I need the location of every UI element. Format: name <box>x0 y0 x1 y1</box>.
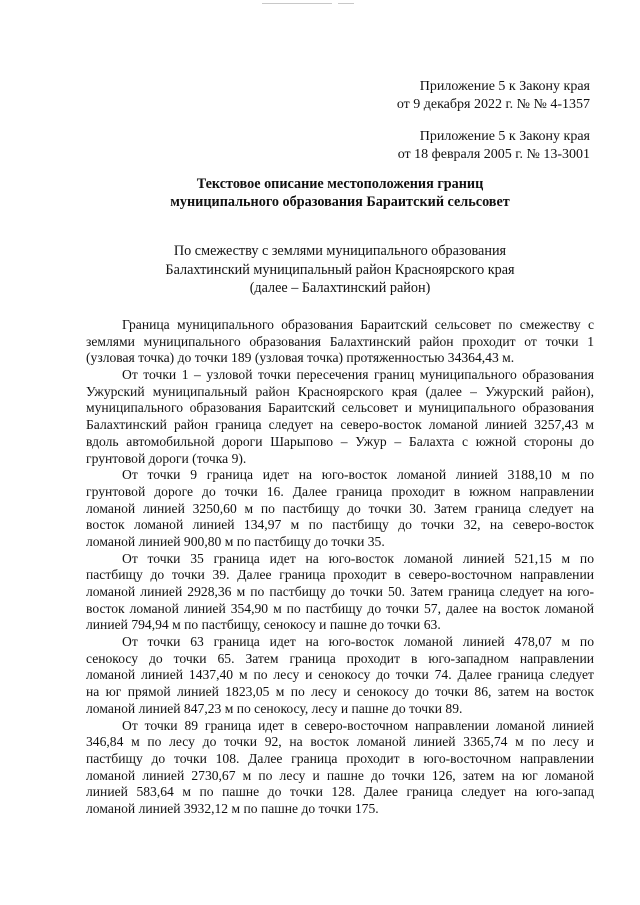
paragraph <box>86 367 594 467</box>
title-line: Текстовое описание местоположения границ <box>196 176 484 192</box>
text-line: грунтовой дороге до точки 16. Далее граница проходит в южном направлении <box>86 483 594 499</box>
appendix-line: от 9 декабря 2022 г. № № 4-1357 <box>396 97 590 112</box>
document-body <box>86 317 594 818</box>
appendix-line: от 18 февраля 2005 г. № 13-3001 <box>397 147 590 162</box>
text-line: От точки 9 граница идет на юго-восток ломаной линией 3188,10 м по <box>122 467 594 483</box>
scan-artifact-line <box>338 3 354 4</box>
text-line: От точки 63 граница идет на юго-восток ломаной линией 478,07 м по <box>122 634 594 650</box>
text-line: ломаной линией 1437,40 м по лесу и сенокосу до точки 74. Далее граница следует <box>86 667 594 683</box>
text-line: муниципального образования Бараитский сельсовет и муниципального образования <box>86 400 594 416</box>
text-line: Граница муниципального образования Бараитский сельсовет по смежеству с <box>122 317 594 332</box>
text-line: От точки 1 – узловой точки пересечения границ муниципального образования <box>122 367 594 383</box>
text-line: 346,84 м по лесу до точки 92, на восток ломаной линией 3365,74 м по лесу и <box>86 734 594 750</box>
paragraph <box>86 467 594 550</box>
text-line: От точки 35 граница идет на юго-восток ломаной линией 521,15 м по <box>122 550 594 566</box>
text-line: ломаной линией 900,80 м по пастбищу до точки 35. <box>86 533 385 549</box>
scan-artifact-line <box>262 3 332 4</box>
subtitle-line: Балахтинский муниципальный район Красноярского края <box>165 261 515 278</box>
appendix-line: Приложение 5 к Закону края <box>419 79 590 94</box>
text-line: ломаной линией 2730,67 м по лесу и пашне до точки 126, затем на юг ломаной <box>86 767 594 783</box>
title-line: муниципального образования Бараитский сельсовет <box>170 194 510 210</box>
paragraph <box>86 634 594 717</box>
text-line: линией 794,94 м по пастбищу, сенокосу и пашне до точки 63. <box>86 617 441 633</box>
text-line: восток ломаной линией 354,90 м по пастбищу до точки 57, далее на восток ломаной <box>86 600 594 616</box>
appendix-line: Приложение 5 к Закону края <box>419 129 590 144</box>
text-line: Балахтинский район граница следует на северо-восток ломаной линией 3257,43 м <box>86 417 594 433</box>
text-line: землями муниципального образования Балахтинский район проходит от точки 1 <box>86 333 594 349</box>
appendix-header-original <box>398 128 590 164</box>
text-line: ломаной линией 847,23 м по сенокосу, лесу и пашне до точки 89. <box>86 700 463 716</box>
text-line: (узловая точка) до точки 189 (узловая точка) протяженностью 34364,43 м. <box>86 350 515 366</box>
paragraph <box>86 718 594 818</box>
text-line: Ужурский муниципальный район Красноярского края (далее – Ужурский район), <box>86 383 594 399</box>
text-line: сенокосу до точки 65. Затем граница проходит в юго-западном направлении <box>86 650 594 666</box>
text-line: ломаной линией 2928,36 м по пастбищу до точки 50. Затем граница следует на юго- <box>86 584 594 599</box>
section-subtitle <box>80 242 600 298</box>
paragraph <box>86 551 594 634</box>
text-line: вдоль автомобильной дороги Шарыпово – Ужур – Балахта с южной стороны до <box>86 433 594 449</box>
paragraph <box>86 317 594 367</box>
text-line: на юг прямой линией 1823,05 м по лесу и сенокосу до точки 86, затем на восток <box>86 684 594 700</box>
text-line: пастбищу до точки 39. Далее граница проходит в северо-восточном направлении <box>86 567 594 583</box>
subtitle-line: (далее – Балахтинский район) <box>249 280 431 296</box>
text-line: ломаной линией 3250,60 м по пастбищу до точки 30. Затем граница следует на <box>86 500 594 516</box>
appendix-header-current <box>397 78 590 114</box>
text-line: восток ломаной линией 134,97 м по пастбищу до точки 32, на северо-восток <box>86 517 594 533</box>
text-line: линией 583,64 м по пашне до точки 128. Далее граница следует на юго-запад <box>86 784 594 800</box>
text-line: От точки 89 граница идет в северо-восточном направлении ломаной линией <box>122 717 594 733</box>
text-line: грунтовой дороги (точка 9). <box>86 450 247 466</box>
text-line: ломаной линией 3932,12 м по пашне до точки 175. <box>86 800 379 816</box>
document-title <box>80 175 600 211</box>
subtitle-line: По смежеству с землями муниципального образования <box>173 243 507 259</box>
text-line: пастбищу до точки 108. Далее граница проходит в юго-восточном направлении <box>86 750 594 766</box>
